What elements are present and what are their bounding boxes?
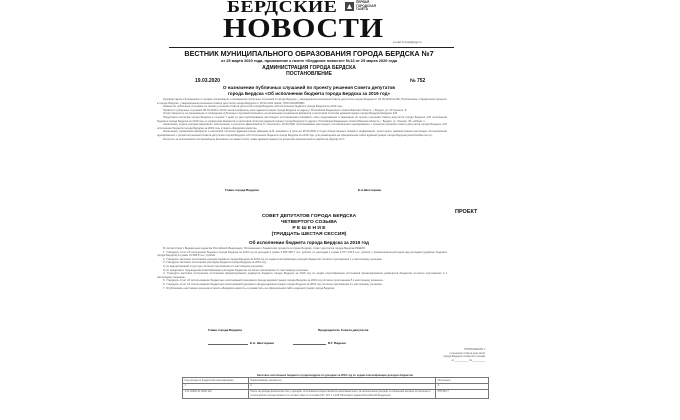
decree-paragraph: Ответственность за организацию и проведение публичных слушаний возложить на начальника управления финансов и налоговой политики администрации города Бердска Шмидеке Е.В. <box>163 112 398 116</box>
project-org-line1: СОВЕТ ДЕПУТАТОВ ГОРОДА БЕРДСКА <box>261 214 357 219</box>
table-header-cell: Наименование показателя <box>248 378 435 384</box>
decree-sign-role: Глава города Бердска <box>225 188 259 192</box>
project-paragraph: 5. Утвердить отчет об использовании бюджетных ассигнований резервного фонда администрации города Бердска за 2019 год согласно приложению 5 к настоящему решению. <box>163 279 384 283</box>
decree-paragraph: Предложить жителям города Бердска в течение 7 дней со дня опубликования настоящего постановления направить свои предложения и замечания по проекту решения Совета депутатов города Бердска «Об исполнении бюджета города Бердска за 2019 год» в управление финансов и налоговой политики администрации города Бердска по адресу: Российская Федерация, Новосибирская область, г. Бердск, ул. Ленина, 45, кабинет 1. <box>157 115 447 123</box>
appendix-header <box>390 348 485 363</box>
decree-number: № 752 <box>410 78 426 84</box>
project-sign-left-role: Глава города Бердска <box>208 328 242 332</box>
project-sign-right-name: В.Г. Бадьин <box>328 341 346 345</box>
table-cell-value: 578 923,7 <box>436 389 489 398</box>
tagline-line: ГОРОДСКАЯ <box>356 3 376 8</box>
table-colnum-cell: 2 <box>248 383 435 389</box>
project-label: ПРОЕКТ <box>455 209 478 215</box>
project-paragraph: 4. Утвердить кассовое исполнение источников финансирования дефицита бюджета города Бердска за 2019 год по кодам классификации источников финансирования дефицитов бюджетов согласно приложению 4 к настоящему решению. <box>157 272 447 279</box>
project-paragraph: 1) по ведомственной структуре согласно приложению 2 к настоящему решению; <box>163 264 264 268</box>
newspaper-logo-icon <box>345 2 354 11</box>
masthead-title-line2: НОВОСТИ <box>223 13 384 43</box>
decree-title-line1: О назначении публичных слушаний по проекту решения Совета депутатов <box>222 85 396 90</box>
masthead-divider <box>169 47 454 48</box>
table-cell-code: 1 01 02010 01 0000 110 <box>183 389 249 398</box>
masthead-email: e-mail: b-news@ngs.ru <box>393 40 422 44</box>
tagline-line: ГАЗЕТА <box>356 7 369 12</box>
project-org-line2: ЧЕТВЕРТОГО СОЗЫВА <box>280 220 338 225</box>
project-paragraph: 2) по разделам и подразделам классификации расходов бюджетов согласно приложению 3 к настоящему решению. <box>163 268 309 272</box>
revenue-table <box>182 377 489 399</box>
table-title: Кассовое исполнение бюджета города Бердска по доходам за 2019 год по кодам классификации доходов бюджетов <box>256 374 414 377</box>
appendix-line: города Бердска четвертого созыва <box>443 355 485 359</box>
decree-paragraph: Начальнику отдела документационного обеспечения и контроля Даниловой Е.Л. обеспечить 25.03.2020 опубликование настоящего постановления одновременно с проектом решения Совета депутатов города Бердска «Об исполнении бюджета города Бердска за 2019 год» в газете «Бердские новости». <box>157 123 447 130</box>
decree-date: 19.03.2020 <box>195 78 221 84</box>
decree-sign-name: Е.А.Шестернин <box>358 188 382 192</box>
project-body <box>157 247 447 290</box>
newspaper-page <box>157 0 525 420</box>
decree-type: ПОСТАНОВЛЕНИЕ <box>286 71 332 77</box>
table-colnum-cell: 4 <box>436 383 489 389</box>
decree-body <box>157 98 447 141</box>
masthead <box>205 0 445 44</box>
table-header-cell: Код дохода по бюджетной классификации <box>183 378 249 384</box>
table-colnum-cell: 1 <box>183 383 249 389</box>
project-paragraph: 6. Утвердить отчет об использовании бюджетных ассигнований дорожного фонда администрации города Бердска за 2019 год согласно приложению 6 к настоящему решению. <box>163 282 383 286</box>
tagline-line: ПЕРВАЯ <box>356 0 370 4</box>
table-row <box>183 389 489 398</box>
decree-paragraph: Контроль за исполнением постановления возложить на заместителя главы администрации (по вопросам экономического развития) Шурову Ж.С. <box>163 137 346 141</box>
masthead-title-line1: БЕРДСКИЕ <box>227 0 338 16</box>
decree-org: АДМИНИСТРАЦИЯ ГОРОДА БЕРДСКА <box>262 65 356 71</box>
signature-line-left <box>208 344 248 345</box>
project-session: (ТРИДЦАТЬ ШЕСТАЯ СЕССИЯ) <box>271 232 347 237</box>
project-paragraph: 1. Утвердить отчет об исполнении бюджета города Бердска за 2019 год по доходам в сумме 2 845 480,7 тыс. рублей, по расходам в сумме 2 877 149,5 тыс. рублей, с превышением расходов над доходами (дефицит бюджета города Бердска) в сумме 31 668,8 тыс. рублей. <box>157 250 447 258</box>
table-cell-name: Налог на доходы физических лиц с доходов, источником которых является налоговый агент, за исключением доходов, в отношении которых исчисление и уплата налога осуществляются в соответствии со статьями 227, 227.1 и 228 Налогового кодекса Российской Федерации <box>248 389 435 398</box>
signature-line-right <box>293 344 326 345</box>
project-sign-left-name: Е.А. Шестернин <box>250 341 275 345</box>
decree-paragraph: Начальнику управления финансов и налоговой политики администрации Шмидеке Е.В. направить в срок до 25.03.2020 в отдел общественных связей и информации, пресс-центр администрации настоящее постановление одновременно с проектом решения Совета депутатов города Бердска «Об исполнении бюджета города Бердска за 2019 год» для размещения на официальном сайте администрации города Бердска (www.berdsk-nso.ru). <box>157 130 447 137</box>
appendix-line: от__________ №_________ <box>451 359 485 363</box>
bulletin-subtitle: от 25 марта 2020 года, приложение к газете «Бердские новости» №13 от 25 марта 2020 года <box>220 58 398 63</box>
project-type: Р Е Ш Е Н И Е <box>292 226 326 231</box>
decree-paragraph: Провести публичные слушания 08.04.2020 в 16-00 часов конференц-зале администрации города Бердска по адресу: Российская Федерация, Новосибирская область, г. Бердск, ул. М.Горького, 8. <box>163 108 408 112</box>
bulletin-title: ВЕСТНИК МУНИЦИПАЛЬНОГО ОБРАЗОВАНИЯ ГОРОДА БЕРДСКА №7 <box>184 49 434 58</box>
table-header-cell: Исполнено <box>436 378 489 384</box>
project-paragraph: 3. Утвердить кассовое исполнение расходов бюджета города Бердска за 2019 год: <box>163 261 267 265</box>
project-paragraph: 2. Утвердить кассовое исполнение доходов бюджета города Бердска за 2019 год по кодам классификации доходов бюджетов согласно приложению 1 к настоящему решению. <box>163 257 383 261</box>
project-paragraph: В соответствии с Бюджетным кодексом Российской Федерации, Положением о бюджетном процессе в городе Бердске, Совет депутатов города Бердска РЕШИЛ: <box>163 247 366 250</box>
decree-paragraph: Руководствуясь Положением о порядке организации и проведения публичных слушаний в городе Бердске, утвержденным решением Совета депутатов города Бердска от 20.09.2018 №196, Положением о бюджетном процессе в городе Бердске, утвержденным решением Совета депутатов города Бердска от 25.02.2014 №442, ПОСТАНОВЛЯЮ: <box>157 98 447 105</box>
appendix-line: ПРИЛОЖЕНИЕ 1 <box>464 348 485 351</box>
decree-paragraph: Назначить публичные слушания по проекту решения Совета депутатов города Бердска «Об исполнении бюджета города Бердска за 2019 год». <box>163 105 344 109</box>
project-title: Об исполнении бюджета города Бердска за 2019 год <box>249 240 369 245</box>
appendix-line: к решению Совета депутатов <box>449 351 485 355</box>
project-sign-right-role: Председатель Совета депутатов <box>318 328 369 332</box>
project-paragraph: 7. Опубликовать настоящее решение в газете «Бердские новости» и разместить на официальном сайте администрации города Бердска. <box>163 286 335 290</box>
masthead-tagline <box>356 1 376 12</box>
decree-title-line2: города Бердска «Об исполнении бюджета города Бердска за 2019 год» <box>227 91 391 96</box>
